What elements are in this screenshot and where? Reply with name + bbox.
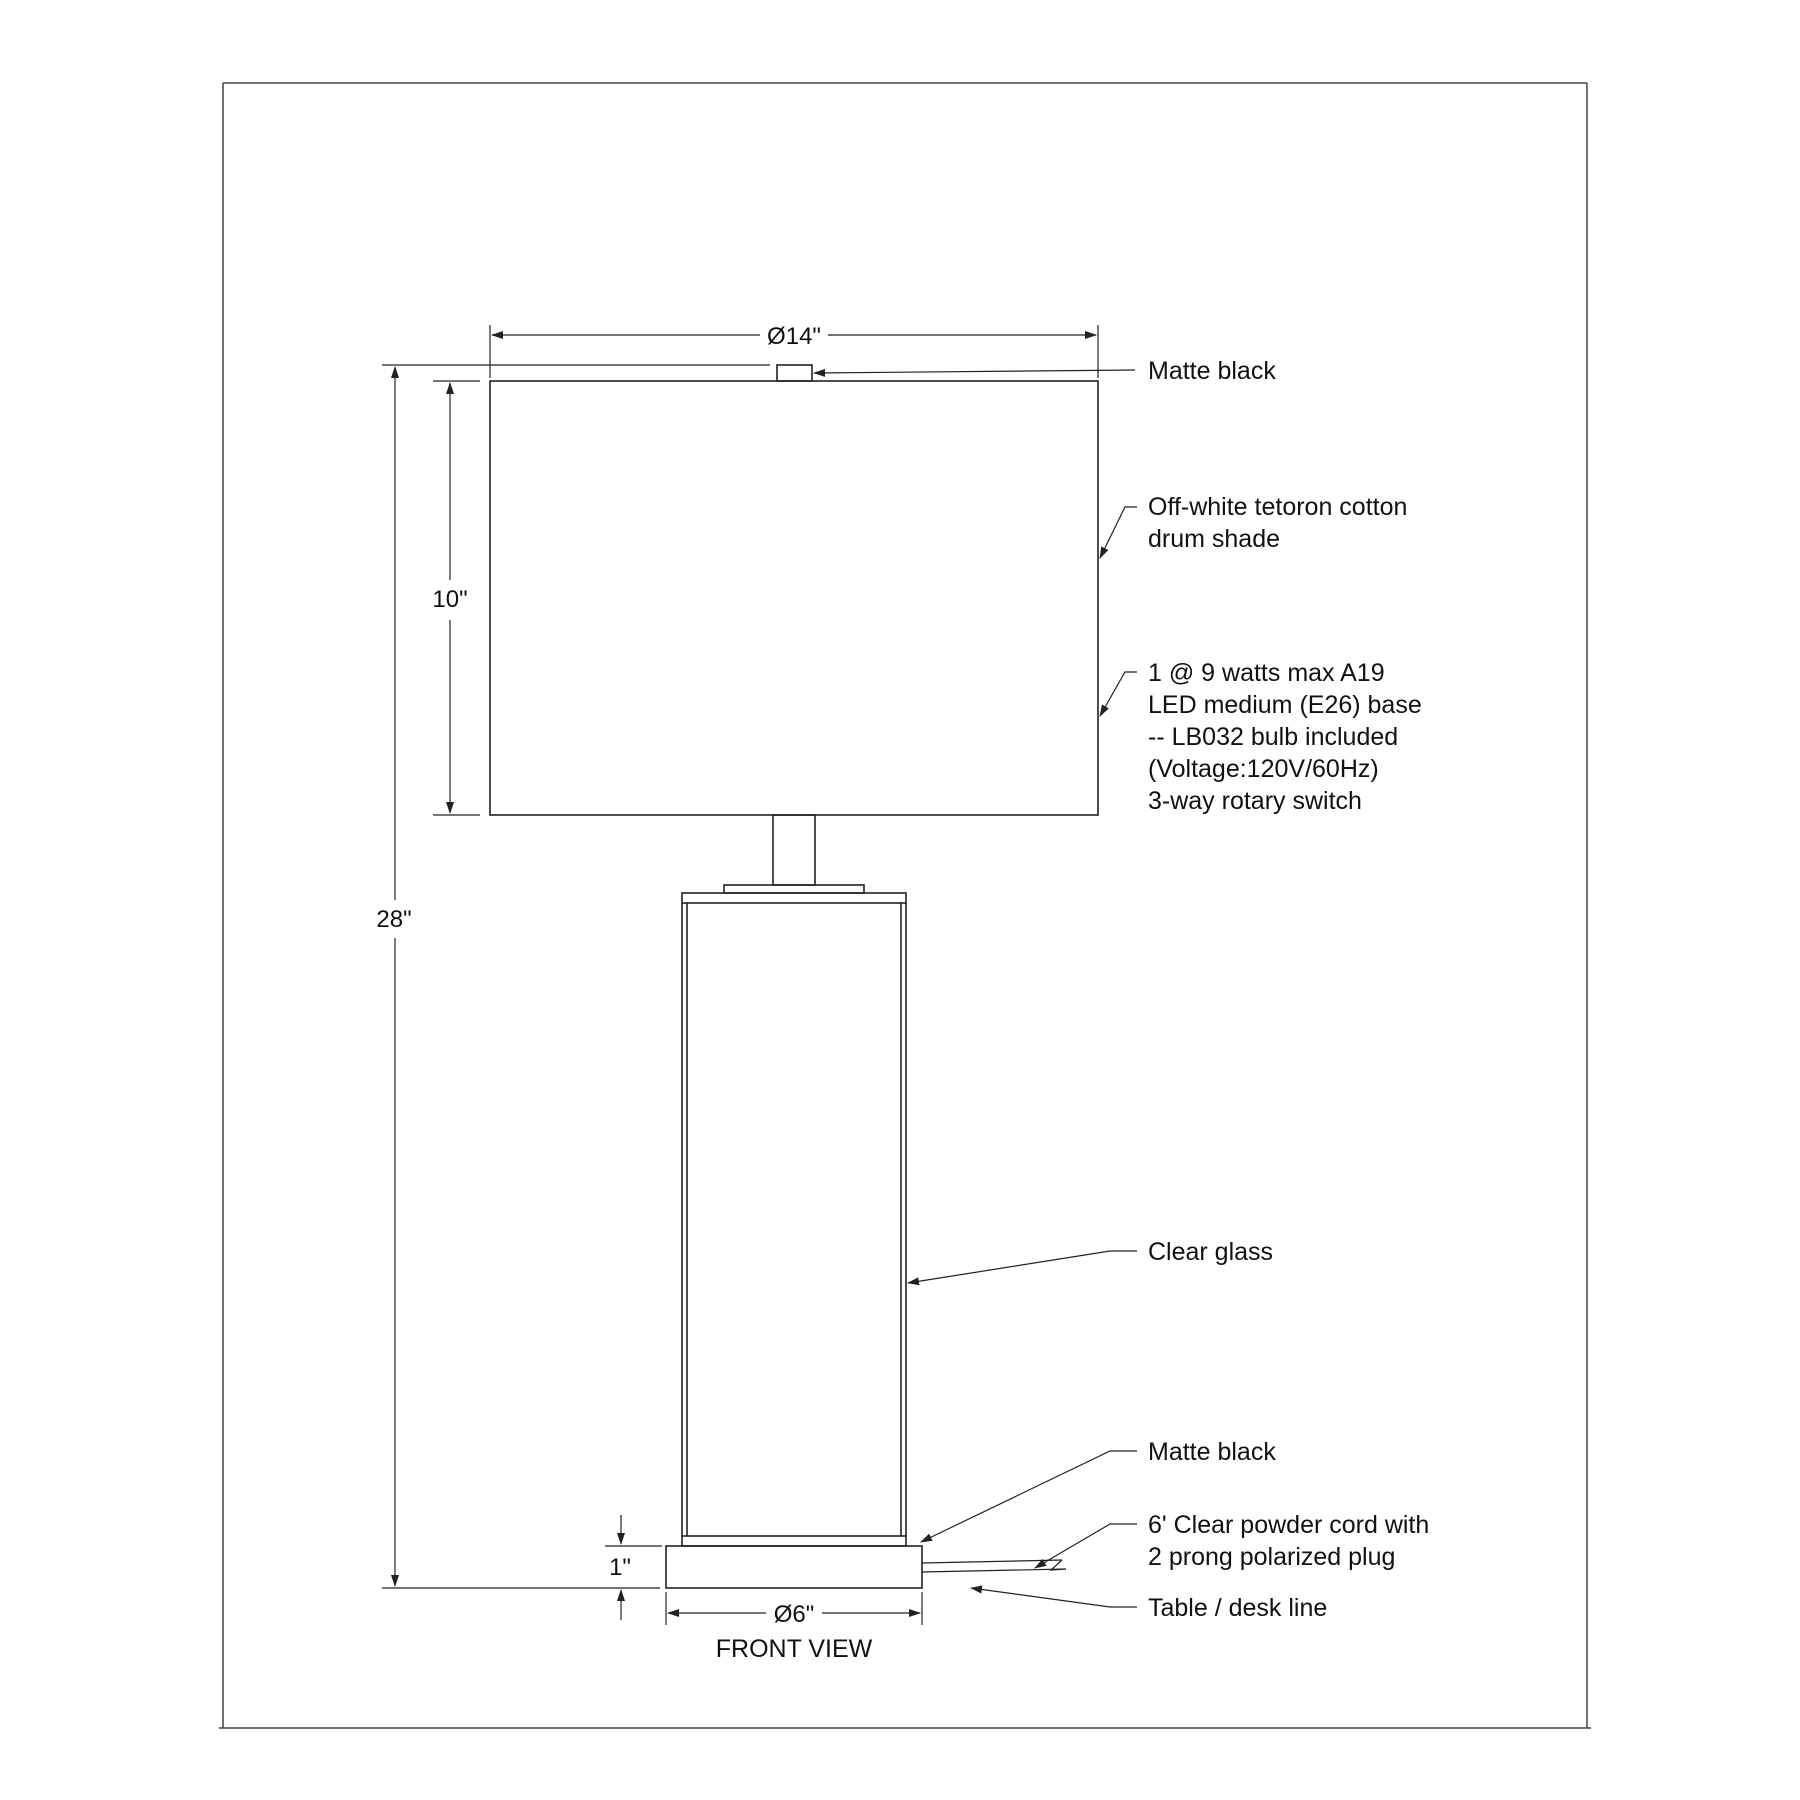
top-plate	[682, 893, 906, 903]
dim-shade-diameter: Ø14"	[767, 323, 821, 350]
callout-body	[1148, 1238, 1273, 1266]
callout-base	[1148, 1438, 1276, 1466]
callout-bulb-line: LED medium (E26) base	[1148, 691, 1422, 719]
lamp-outline	[490, 365, 1098, 1588]
base-plate	[682, 1536, 906, 1546]
dimension-overall-height	[382, 365, 770, 1588]
leader-lines	[814, 370, 1137, 1607]
callout-base-line: Matte black	[1148, 1438, 1276, 1466]
callout-finial-line: Matte black	[1148, 357, 1276, 385]
finial	[777, 365, 812, 381]
dim-shade-height: 10"	[432, 586, 468, 613]
dim-base-height: 1"	[609, 1554, 631, 1581]
dim-base-diameter: Ø6"	[773, 1601, 815, 1628]
callout-finial	[1148, 357, 1276, 385]
callout-shade	[1148, 493, 1407, 553]
callout-shade-line: drum shade	[1148, 525, 1281, 553]
view-label: FRONT VIEW	[715, 1635, 873, 1663]
callout-body-line: Clear glass	[1148, 1238, 1274, 1266]
callout-shade-line: Off-white tetoron cotton	[1148, 493, 1408, 521]
callout-cord-line: 2 prong polarized plug	[1148, 1543, 1396, 1571]
callout-bulb-line: -- LB032 bulb included	[1148, 723, 1399, 751]
callout-bulb-line: 1 @ 9 watts max A19	[1148, 659, 1385, 687]
callout-cord	[1148, 1511, 1429, 1571]
top-cap	[724, 885, 864, 893]
callout-table	[1148, 1594, 1327, 1622]
callout-bulb	[1148, 659, 1422, 815]
callout-bulb-line: 3-way rotary switch	[1148, 787, 1362, 815]
base-block	[666, 1546, 922, 1588]
stem	[773, 815, 815, 885]
callout-cord-line: 6' Clear powder cord with	[1148, 1511, 1430, 1539]
callout-table-line: Table / desk line	[1148, 1594, 1328, 1622]
drum-shade	[490, 381, 1098, 815]
callout-bulb-line: (Voltage:120V/60Hz)	[1148, 755, 1379, 783]
dim-overall-height: 28"	[376, 906, 412, 933]
drawing-frame	[219, 83, 1591, 1728]
